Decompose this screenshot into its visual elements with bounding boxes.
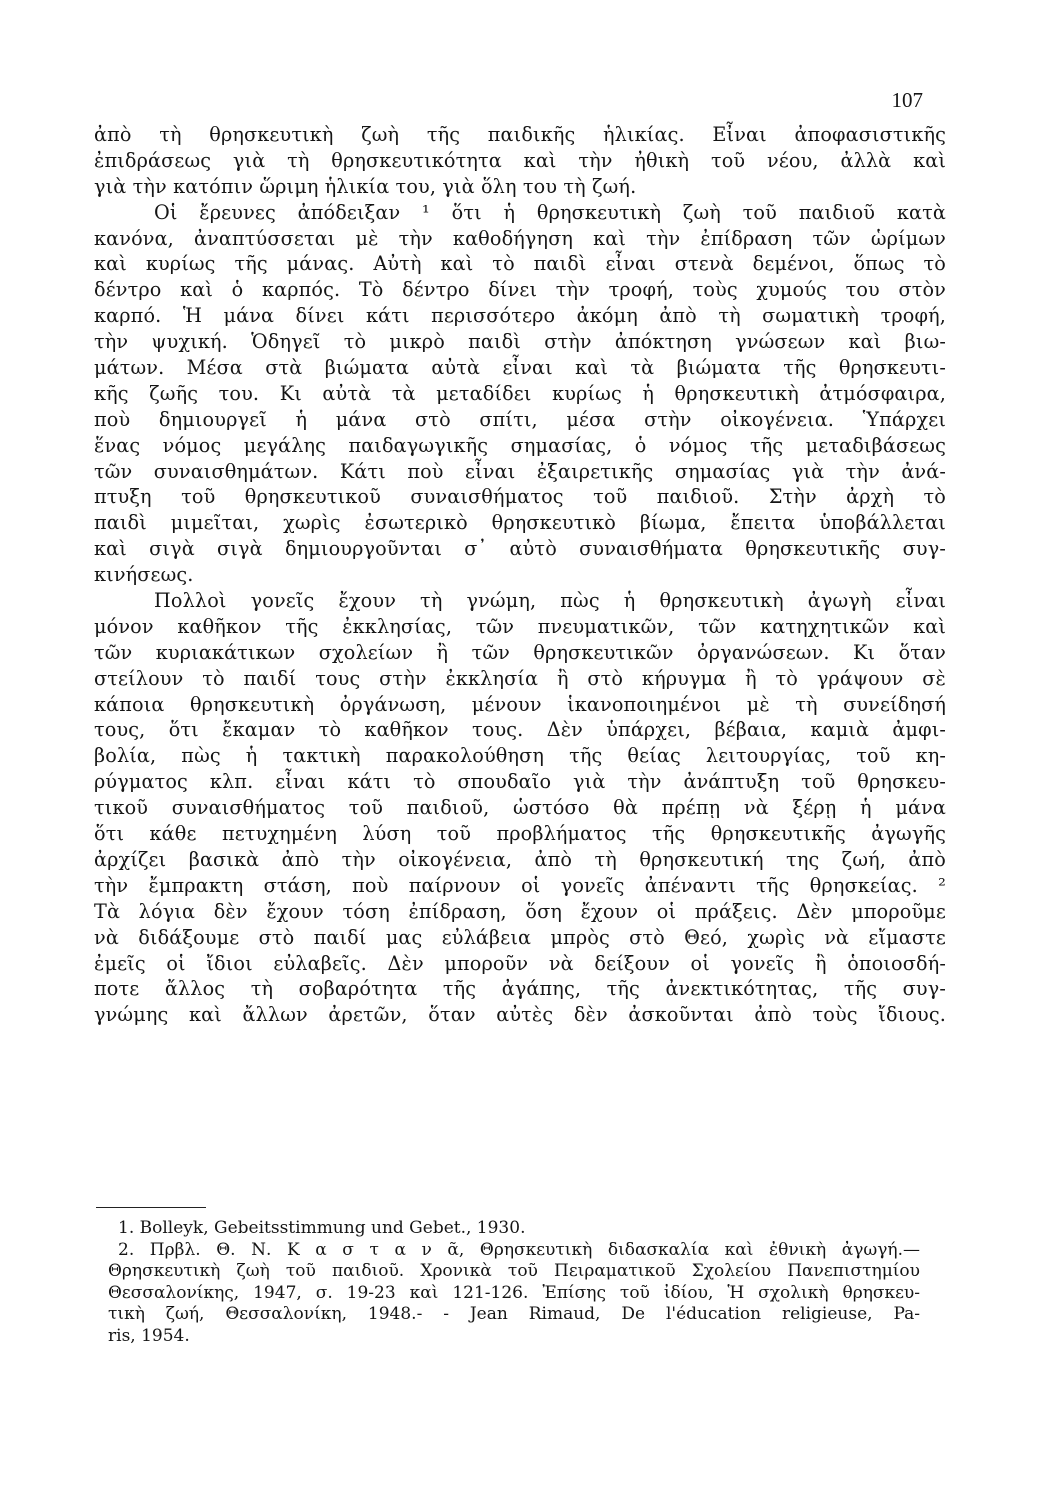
footnote-line: Θεσσαλονίκης, 1947, σ. 19-23 καὶ 121-126. Ἐπίσης τοῦ ἰδίου, Ἡ σχολικὴ θρησκευ-: [108, 1282, 920, 1303]
text-line: ἐπιδράσεως γιὰ τὴ θρησκευτικότητα καὶ τὴν ἠθικὴ τοῦ νέου, ἀλλὰ καὶ: [94, 148, 946, 172]
text-line: κανόνα, ἀναπτύσσεται μὲ τὴν καθοδήγηση καὶ τὴν ἐπίδραση τῶν ὡρίμων: [94, 226, 946, 250]
text-line: ποτε ἄλλος τὴ σοβαρότητα τῆς ἀγάπης, τῆς ἀνεκτικότητας, τῆς συγ-: [94, 977, 946, 1001]
text-line: ρύγματος κλπ. εἶναι κάτι τὸ σπουδαῖο γιὰ τὴν ἀνάπτυξη τοῦ θρησκευ-: [94, 770, 946, 794]
text-line: Πολλοὶ γονεῖς ἔχουν τὴ γνώμη, πὼς ἡ θρησκευτικὴ ἀγωγὴ εἶναι: [154, 589, 946, 613]
text-line: νὰ διδάξουμε στὸ παιδί μας εὐλάβεια μπρὸς στὸ Θεό, χωρὶς νὰ εἴμαστε: [94, 925, 946, 949]
text-line: πτυξη τοῦ θρησκευτικοῦ συναισθήματος τοῦ παιδιοῦ. Στὴν ἀρχὴ τὸ: [94, 485, 946, 509]
footnote-line: 2. Πρβλ. Θ. Ν. Κ α σ τ α ν ᾶ, Θρησκευτικὴ διδασκαλία καὶ ἐθνικὴ ἀγωγή.—: [118, 1239, 920, 1260]
text-line: στείλουν τὸ παιδί τους στὴν ἐκκλησία ἢ στὸ κήρυγμα ἢ τὸ γράψουν σὲ: [94, 666, 946, 690]
footnote-divider: [96, 1207, 206, 1208]
body-text: [94, 122, 946, 1054]
text-line: ποὺ δημιουργεῖ ἡ μάνα στὸ σπίτι, μέσα στὴν οἰκογένεια. Ὑπάρχει: [94, 407, 946, 431]
text-line: γιὰ τὴν κατόπιν ὥριμη ἡλικία του, γιὰ ὅλη του τὴ ζωή.: [94, 174, 637, 198]
text-line: βολία, πὼς ἡ τακτικὴ παρακολούθηση τῆς θείας λειτουργίας, τοῦ κη-: [94, 744, 946, 768]
text-line: τὴν ἔμπρακτη στάση, ποὺ παίρνουν οἱ γονεῖς ἀπέναντι τῆς θρησκείας. ²: [94, 873, 946, 897]
footnote-line: τικὴ ζωή, Θεσσαλονίκη, 1948.- - Jean Rimaud, De l'éducation religieuse, Pa-: [108, 1304, 920, 1325]
text-line: ἐμεῖς οἱ ἴδιοι εὐλαβεῖς. Δὲν μποροῦν νὰ δείξουν οἱ γονεῖς ἢ ὁποιοσδή-: [94, 951, 946, 975]
text-line: κῆς ζωῆς του. Κι αὐτὰ τὰ μεταδίδει κυρίως ἡ θρησκευτικὴ ἀτμόσφαιρα,: [94, 381, 946, 405]
text-line: γνώμης καὶ ἄλλων ἀρετῶν, ὅταν αὐτὲς δὲν ἀσκοῦνται ἀπὸ τοὺς ἴδιους.: [94, 1003, 946, 1027]
footnote-line: Θρησκευτικὴ ζωὴ τοῦ παιδιοῦ. Χρονικὰ τοῦ Πειραματικοῦ Σχολείου Πανεπιστημίου: [108, 1261, 920, 1282]
text-line: ἀπὸ τὴ θρησκευτικὴ ζωὴ τῆς παιδικῆς ἡλικίας. Εἶναι ἀποφασιστικῆς: [94, 123, 946, 146]
page-number: 107: [891, 88, 923, 112]
text-line: τους, ὅτι ἔκαμαν τὸ καθῆκον τους. Δὲν ὑπάρχει, βέβαια, καμιὰ ἀμφι-: [94, 718, 946, 742]
text-line: μάτων. Μέσα στὰ βιώματα αὐτὰ εἶναι καὶ τὰ βιώματα τῆς θρησκευτι-: [94, 356, 946, 380]
text-line: τὴν ψυχική. Ὁδηγεῖ τὸ μικρὸ παιδὶ στὴν ἀπόκτηση γνώσεων καὶ βιω-: [94, 330, 946, 354]
text-line: [94, 1028, 946, 1054]
text-line: τῶν κυριακάτικων σχολείων ἢ τῶν θρησκευτικῶν ὀργανώσεων. Κι ὅταν: [94, 640, 946, 664]
footnote-line: 1. Bolleyk, Gebeitsstimmung und Gebet., 1930.: [118, 1218, 526, 1238]
text-line: κάποια θρησκευτικὴ ὀργάνωση, μένουν ἱκανοποιημένοι μὲ τὴ συνείδησή: [94, 692, 946, 716]
text-line: τῶν συναισθημάτων. Κάτι ποὺ εἶναι ἐξαιρετικῆς σημασίας γιὰ τὴν ἀνά-: [94, 459, 946, 483]
text-line: καὶ σιγὰ σιγὰ δημιουργοῦνται σ᾿ αὐτὸ συναισθήματα θρησκευτικῆς συγ-: [94, 537, 946, 561]
footnote-line: ris, 1954.: [108, 1325, 190, 1346]
text-line: καὶ κυρίως τῆς μάνας. Αὐτὴ καὶ τὸ παιδὶ εἶναι στενὰ δεμένοι, ὅπως τὸ: [94, 252, 946, 276]
text-line: δέντρο καὶ ὁ καρπός. Τὸ δέντρο δίνει τὴν τροφή, τοὺς χυμούς του στὸν: [94, 278, 946, 302]
text-line: Οἱ ἔρευνες ἀπόδειξαν ¹ ὅτι ἡ θρησκευτικὴ ζωὴ τοῦ παιδιοῦ κατὰ: [154, 200, 946, 224]
text-line: τικοῦ συναισθήματος τοῦ παιδιοῦ, ὡστόσο θὰ πρέπῃ νὰ ξέρῃ ἡ μάνα: [94, 796, 946, 820]
text-line: ὅτι κάθε πετυχημένη λύση τοῦ προβλήματος τῆς θρησκευτικῆς ἀγωγῆς: [94, 822, 946, 846]
text-line: ἀρχίζει βασικὰ ἀπὸ τὴν οἰκογένεια, ἀπὸ τὴ θρησκευτική της ζωή, ἀπὸ: [94, 847, 946, 871]
text-line: κινήσεως.: [94, 563, 194, 587]
footnotes: [108, 1218, 920, 1348]
text-line: μόνον καθῆκον τῆς ἐκκλησίας, τῶν πνευματικῶν, τῶν κατηχητικῶν καὶ: [94, 614, 946, 638]
text-line: Τὰ λόγια δὲν ἔχουν τόση ἐπίδραση, ὅση ἔχουν οἱ πράξεις. Δὲν μποροῦμε: [94, 899, 946, 923]
text-line: καρπό. Ἡ μάνα δίνει κάτι περισσότερο ἀκόμη ἀπὸ τὴ σωματικὴ τροφή,: [94, 304, 946, 328]
text-line: ἕνας νόμος μεγάλης παιδαγωγικῆς σημασίας, ὁ νόμος τῆς μεταδιβάσεως: [94, 433, 946, 457]
text-line: παιδὶ μιμεῖται, χωρὶς ἐσωτερικὸ θρησκευτικὸ βίωμα, ἔπειτα ὑποβάλλεται: [94, 511, 946, 535]
